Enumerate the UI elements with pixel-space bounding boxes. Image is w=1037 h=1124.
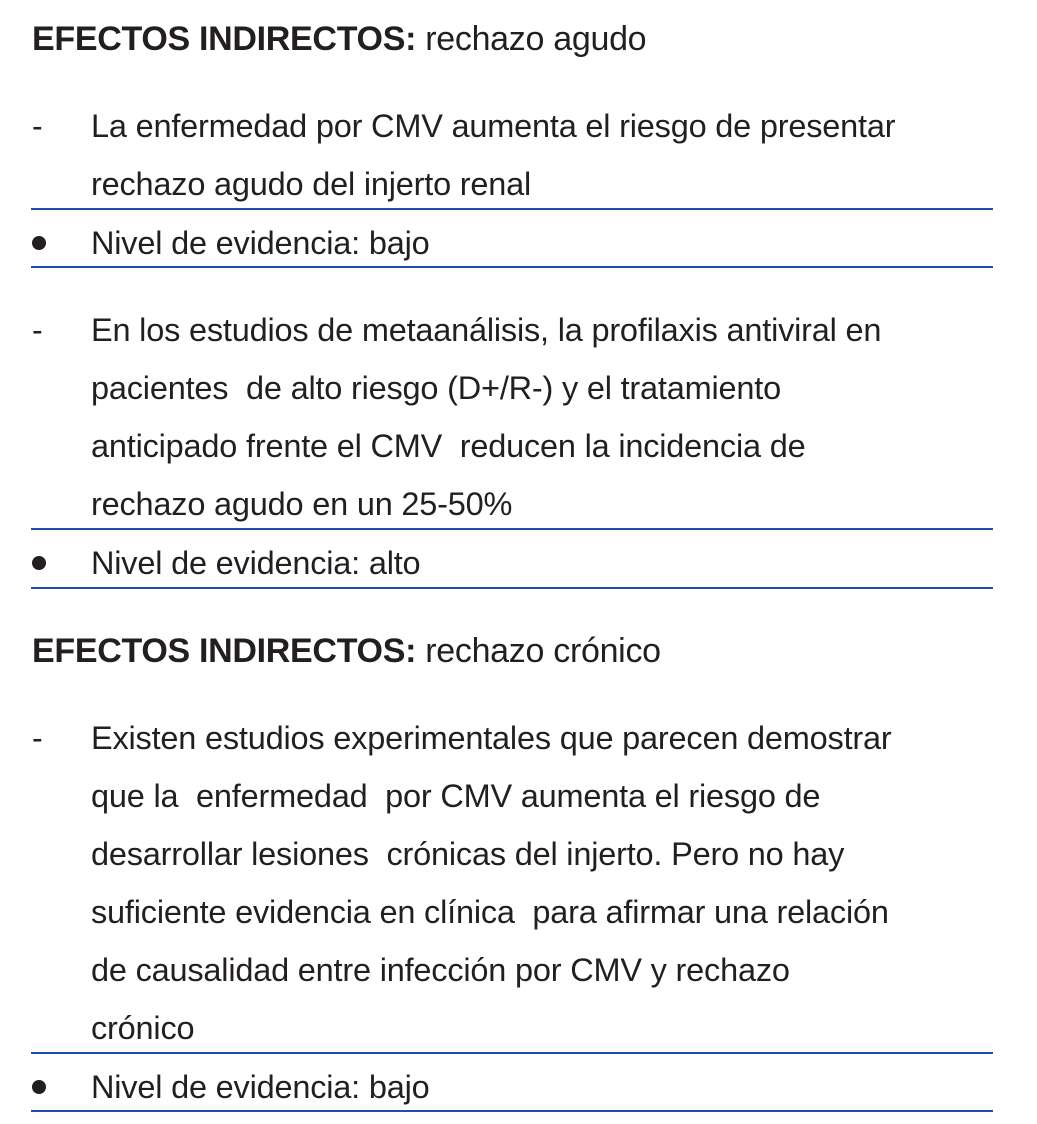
finding-acute-1-line-2: rechazo agudo del injerto renal: [91, 166, 532, 202]
finding-acute-2-line-4: rechazo agudo en un 25-50%: [91, 486, 513, 522]
finding-chronic-line-6: crónico: [91, 1010, 195, 1046]
finding-acute-2-line-1: En los estudios de metaanálisis, la profilaxis antiviral en: [91, 312, 882, 348]
finding-chronic-line-1: Existen estudios experimentales que parecen demostrar: [91, 720, 892, 756]
finding-chronic-line-3: desarrollar lesiones crónicas del injerto. Pero no hay: [91, 836, 845, 872]
divider-rule: [31, 208, 993, 210]
heading-topic: rechazo crónico: [416, 632, 661, 670]
divider-rule: [31, 528, 993, 530]
divider-rule: [31, 1052, 993, 1054]
section-heading-chronic: [32, 631, 661, 671]
divider-rule: [31, 1110, 993, 1112]
finding-acute-2-line-2: pacientes de alto riesgo (D+/R-) y el tratamiento: [91, 370, 781, 406]
bullet-icon: [32, 236, 46, 250]
section-heading-acute: [32, 19, 646, 59]
evidence-level-chronic: Nivel de evidencia: bajo: [91, 1069, 430, 1105]
dash-marker: -: [32, 720, 43, 756]
bullet-icon: [32, 556, 46, 570]
finding-acute-2-line-3: anticipado frente el CMV reducen la incidencia de: [91, 428, 806, 464]
divider-rule: [31, 266, 993, 268]
heading-label: EFECTOS INDIRECTOS:: [32, 20, 417, 58]
finding-chronic-line-5: de causalidad entre infección por CMV y rechazo: [91, 952, 790, 988]
evidence-level-acute-1: Nivel de evidencia: bajo: [91, 225, 430, 261]
heading-label: EFECTOS INDIRECTOS:: [32, 632, 417, 670]
heading-topic: rechazo agudo: [416, 20, 647, 58]
finding-chronic-line-2: que la enfermedad por CMV aumenta el riesgo de: [91, 778, 821, 814]
finding-chronic-line-4: suficiente evidencia en clínica para afirmar una relación: [91, 894, 889, 930]
dash-marker: -: [32, 108, 43, 144]
dash-marker: -: [32, 312, 43, 348]
bullet-icon: [32, 1080, 46, 1094]
evidence-level-acute-2: Nivel de evidencia: alto: [91, 545, 421, 581]
finding-acute-1-line-1: La enfermedad por CMV aumenta el riesgo de presentar: [91, 108, 896, 144]
divider-rule: [31, 587, 993, 589]
